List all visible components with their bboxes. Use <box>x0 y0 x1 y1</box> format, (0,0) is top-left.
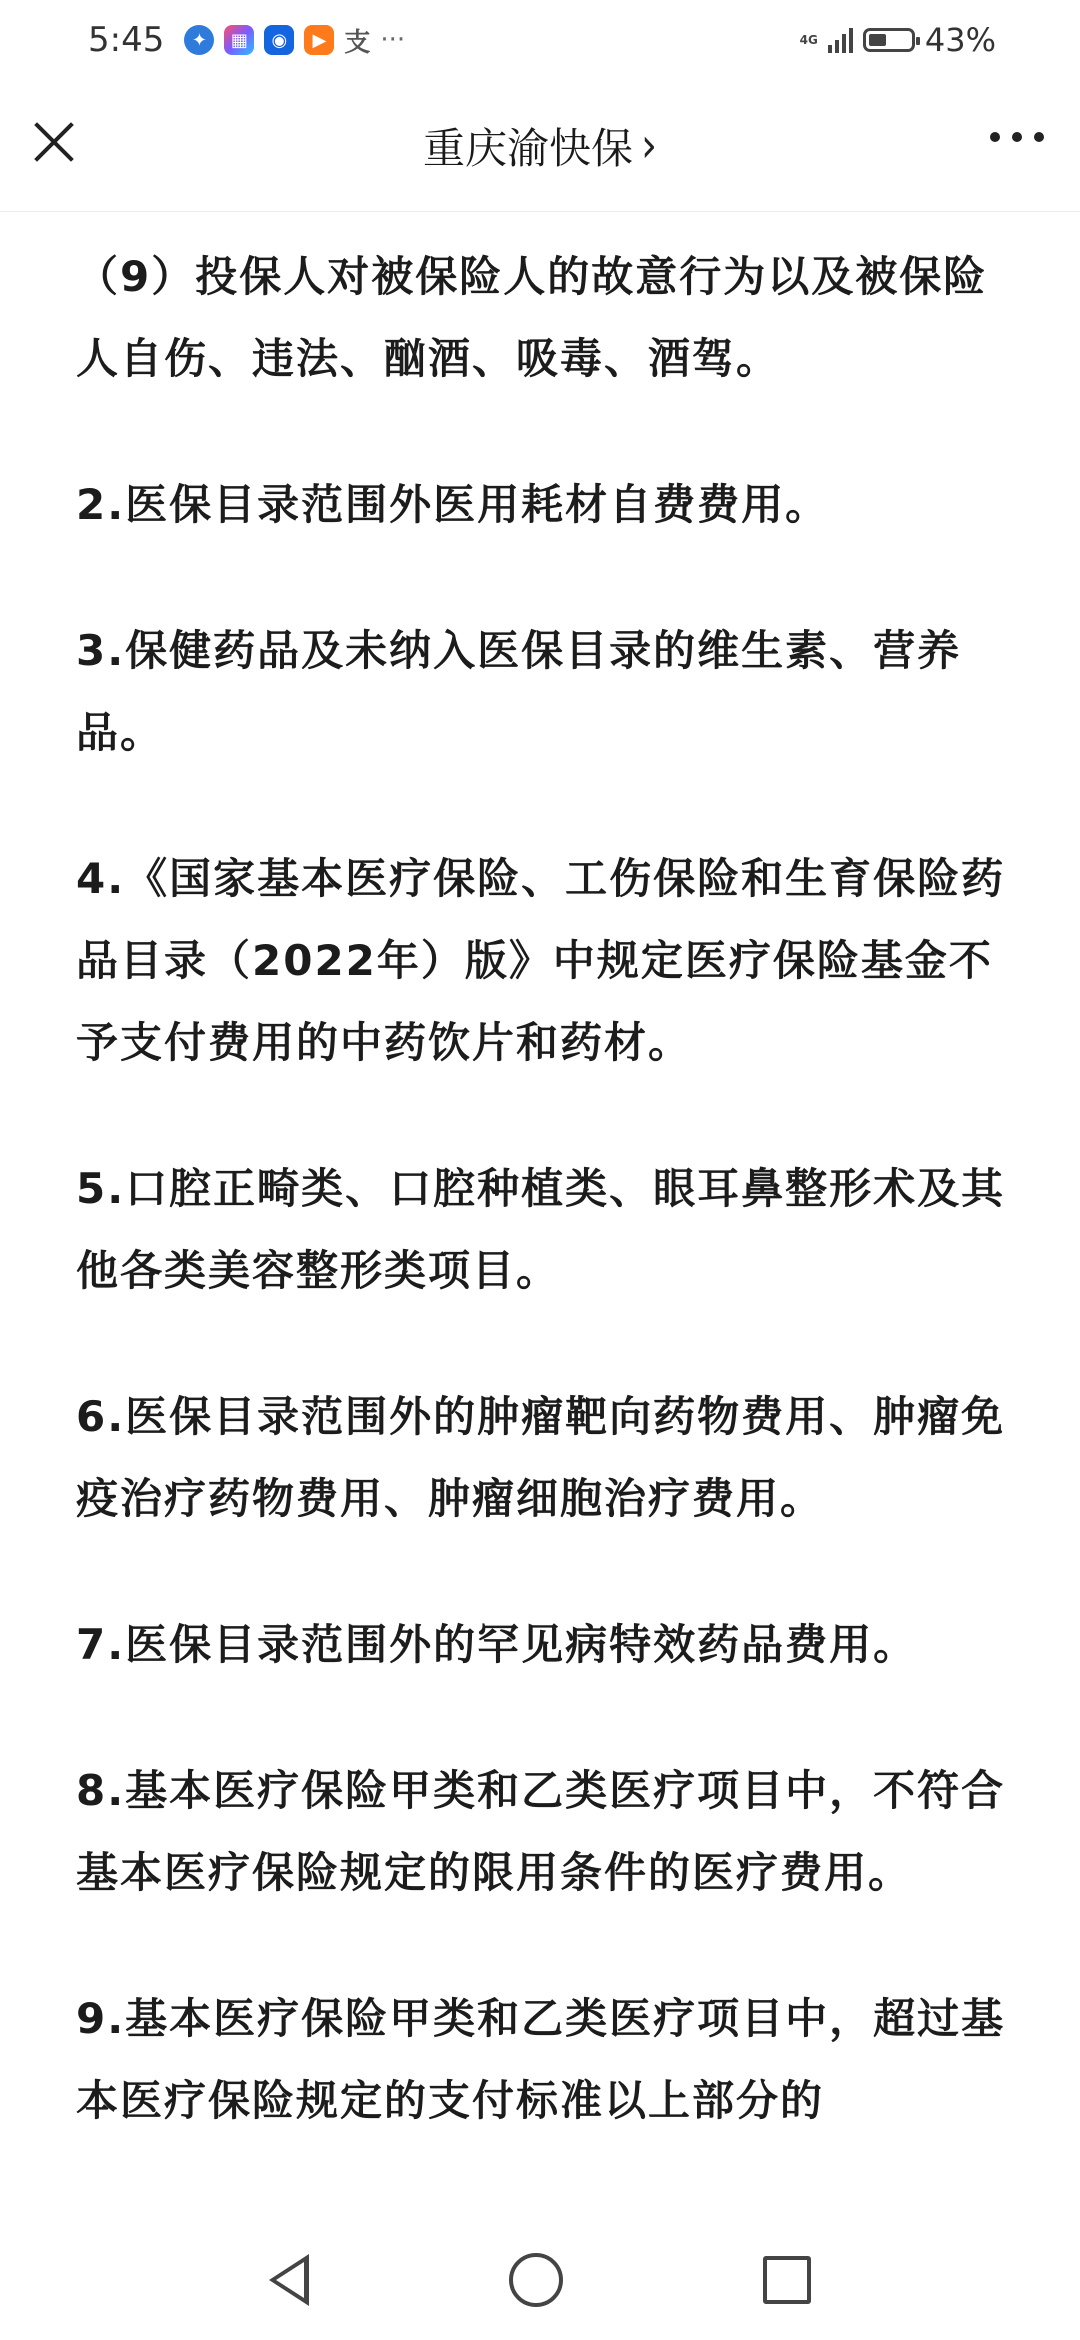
chevron-right-icon: › <box>641 118 657 174</box>
article-paragraph: 7.医保目录范围外的罕见病特效药品费用。 <box>76 1620 918 1669</box>
page-title: 重庆渝快保 <box>422 124 633 173</box>
home-icon[interactable] <box>509 2253 563 2307</box>
article-content <box>76 236 1016 2206</box>
status-bar <box>0 0 1080 80</box>
app-grid-icon: ▦ <box>224 25 254 55</box>
status-time: 5:45 <box>88 20 165 60</box>
article-paragraph: 2.医保目录范围外医用耗材自费费用。 <box>76 480 830 529</box>
browser-icon: ✦ <box>184 25 214 55</box>
nav-bar <box>0 80 1080 212</box>
article-paragraph: 4.《国家基本医疗保险、工伤保险和生育保险药品目录（2022年）版》中规定医疗保险基金不予支付费用的中药饮片和药材。 <box>76 854 1006 1067</box>
alipay-icon: 支 <box>344 27 371 58</box>
article-paragraph: 3.保健药品及未纳入医保目录的维生素、营养品。 <box>76 626 962 757</box>
system-nav-bar <box>0 2220 1080 2340</box>
article-paragraph: 9.基本医疗保险甲类和乙类医疗项目中，超过基本医疗保险规定的支付标准以上部分的 <box>76 1994 1006 2125</box>
battery-percent: 43% <box>924 21 996 59</box>
status-right <box>800 21 996 59</box>
back-icon[interactable] <box>269 2254 309 2306</box>
article-paragraph: 8.基本医疗保险甲类和乙类医疗项目中，不符合基本医疗保险规定的限用条件的医疗费用。 <box>76 1766 1006 1897</box>
nav-divider <box>0 211 1080 212</box>
bulb-icon: ◉ <box>264 25 294 55</box>
play-icon: ▶ <box>304 25 334 55</box>
nav-title-button[interactable] <box>423 116 657 176</box>
battery-icon <box>863 28 915 52</box>
battery-fill <box>869 34 886 46</box>
recent-apps-icon[interactable] <box>763 2256 811 2304</box>
status-left <box>88 20 405 60</box>
close-icon[interactable] <box>28 116 80 168</box>
network-type: 4G <box>799 33 818 47</box>
article-paragraph: 5.口腔正畸类、口腔种植类、眼耳鼻整形术及其他各类美容整形类项目。 <box>76 1164 1006 1295</box>
signal-icon <box>828 27 853 53</box>
more-notifications-icon: ··· <box>380 25 406 55</box>
article-paragraph: （9）投保人对被保险人的故意行为以及被保险人自伤、违法、酗酒、吸毒、酒驾。 <box>76 252 988 383</box>
more-options-icon[interactable] <box>990 132 1044 142</box>
article-paragraph: 6.医保目录范围外的肿瘤靶向药物费用、肿瘤免疫治疗药物费用、肿瘤细胞治疗费用。 <box>76 1392 1006 1523</box>
